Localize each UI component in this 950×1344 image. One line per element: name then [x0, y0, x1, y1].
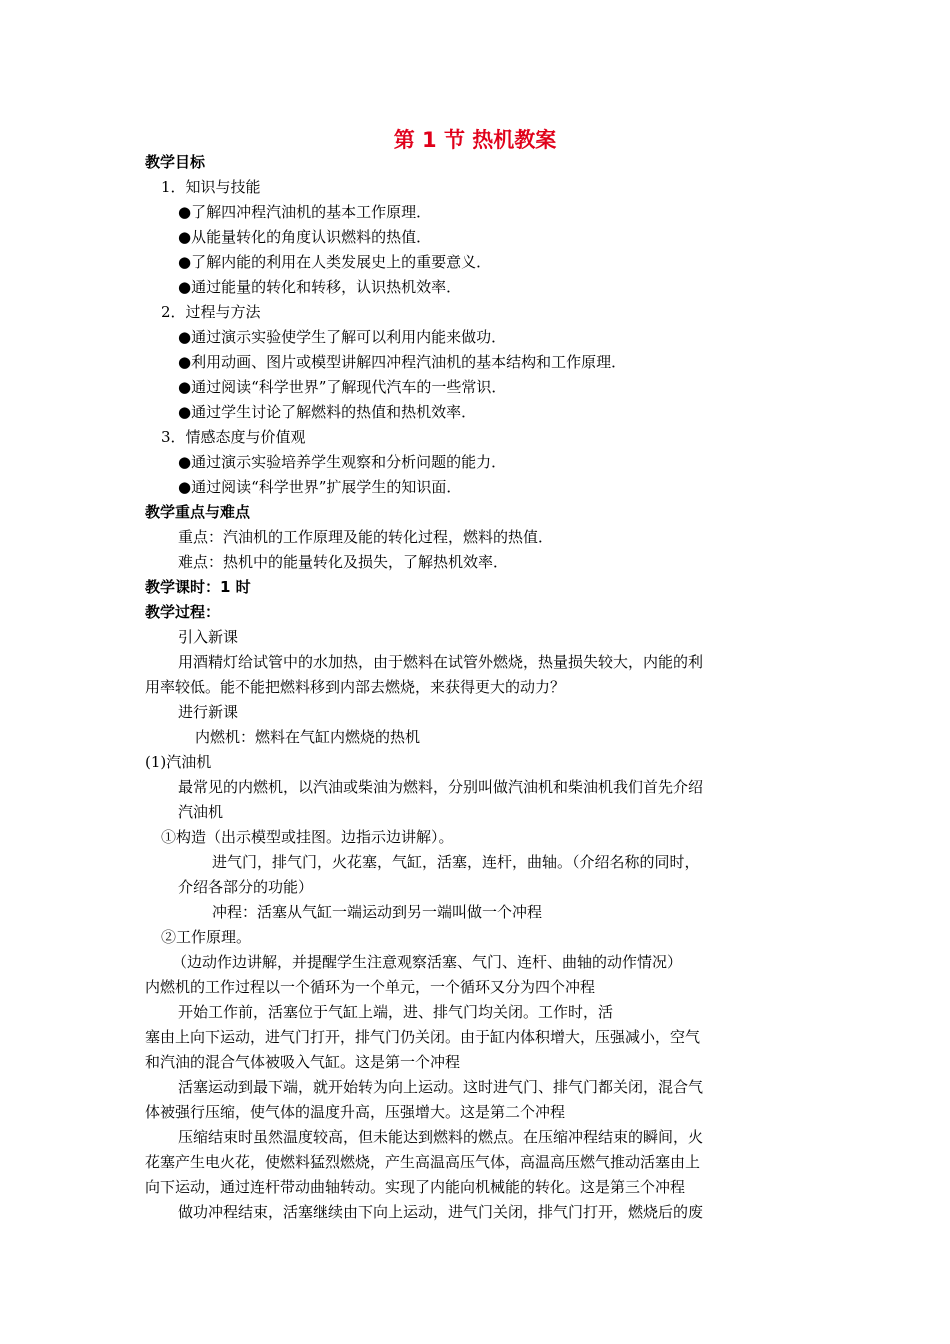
- paragraph-line: 冲程：活塞从气缸一端运动到另一端叫做一个冲程: [212, 903, 543, 921]
- list-item: ●通过演示实验使学生了解可以利用内能来做功．: [178, 328, 507, 346]
- paragraph-line: 做功冲程结束，活塞继续由下向上运动，进气门关闭，排气门打开，燃烧后的废: [178, 1203, 704, 1221]
- paragraph-line: 开始工作前，活塞位于气缸上端，进、排气门均关闭。工作时，活: [178, 1003, 614, 1021]
- paragraph-line: 汽油机: [178, 803, 224, 821]
- list-item: ●了解内能的利用在人类发展史上的重要意义．: [178, 253, 492, 271]
- paragraph-line: 和汽油的混合气体被吸入气缸。这是第一个冲程: [145, 1053, 461, 1071]
- paragraph-line: 向下运动，通过连杆带动曲轴转动。实现了内能向机械能的转化。这是第三个冲程: [145, 1178, 686, 1196]
- paragraph-line: 内燃机：燃料在气缸内燃烧的热机: [195, 728, 421, 746]
- list-item: ●从能量转化的角度认识燃料的热值．: [178, 228, 432, 246]
- page-title: 第 1 节 热机教案: [393, 128, 557, 152]
- key-point: 重点：汽油机的工作原理及能的转化过程，燃料的热值．: [178, 528, 554, 546]
- section-attitudes-values: 3．情感态度与价值观: [161, 428, 306, 446]
- paragraph-line: 压缩结束时虽然温度较高，但未能达到燃料的燃点。在压缩冲程结束的瞬间，火: [178, 1128, 704, 1146]
- list-item: ●通过阅读“科学世界”了解现代汽车的一些常识．: [178, 378, 507, 396]
- paragraph-line: ①构造（出示模型或挂图。边指示边讲解）。: [161, 828, 454, 846]
- difficult-point: 难点：热机中的能量转化及损失，了解热机效率．: [178, 553, 509, 571]
- list-item: ●了解四冲程汽油机的基本工作原理．: [178, 203, 432, 221]
- paragraph-line: 塞由上向下运动，进气门打开，排气门仍关闭。由于缸内体积增大，压强减小，空气: [145, 1028, 701, 1046]
- paragraph-line: 活塞运动到最下端，就开始转为向上运动。这时进气门、排气门都关闭，混合气: [178, 1078, 704, 1096]
- list-item: ●通过演示实验培养学生观察和分析问题的能力．: [178, 453, 507, 471]
- paragraph-line: （边动作边讲解，并提醒学生注意观察活塞、气门、连杆、曲轴的动作情况）: [172, 953, 683, 971]
- paragraph-line: 内燃机的工作过程以一个循环为一个单元，一个循环又分为四个冲程: [145, 978, 596, 996]
- paragraph-line: 花塞产生电火花，使燃料猛烈燃烧，产生高温高压气体，高温高压燃气推动活塞由上: [145, 1153, 701, 1171]
- paragraph-line: 进气门，排气门，火花塞，气缸，活塞，连杆，曲轴。（介绍名称的同时，: [212, 853, 700, 871]
- paragraph-line: ②工作原理。: [161, 928, 252, 946]
- section-process-methods: 2．过程与方法: [161, 303, 261, 321]
- paragraph-line: 体被强行压缩，使气体的温度升高，压强增大。这是第二个冲程: [145, 1103, 566, 1121]
- heading-teaching-process: 教学过程：: [145, 603, 221, 621]
- list-item: ●通过能量的转化和转移，认识热机效率．: [178, 278, 462, 296]
- list-item: ●利用动画、图片或模型讲解四冲程汽油机的基本结构和工作原理．: [178, 353, 627, 371]
- paragraph-line: 进行新课: [178, 703, 239, 721]
- paragraph-line: 最常见的内燃机，以汽油或柴油为燃料，分别叫做汽油机和柴油机我们首先介绍: [178, 778, 704, 796]
- list-item: ●通过学生讨论了解燃料的热值和热机效率．: [178, 403, 477, 421]
- paragraph-line: (1)汽油机: [145, 753, 212, 771]
- list-item: ●通过阅读“科学世界”扩展学生的知识面．: [178, 478, 462, 496]
- paragraph-line: 引入新课: [178, 628, 239, 646]
- section-knowledge-skills: 1．知识与技能: [161, 178, 261, 196]
- heading-teaching-goals: 教学目标: [145, 153, 206, 171]
- paragraph-line: 用率较低。能不能把燃料移到内部去燃烧，来获得更大的动力？: [145, 678, 566, 696]
- heading-key-difficult: 教学重点与难点: [145, 503, 251, 521]
- paragraph-line: 介绍各部分的功能）: [178, 878, 314, 896]
- paragraph-line: 用酒精灯给试管中的水加热，由于燃料在试管外燃烧，热量损失较大，内能的利: [178, 653, 704, 671]
- heading-class-hours: 教学课时：1 时: [145, 578, 251, 596]
